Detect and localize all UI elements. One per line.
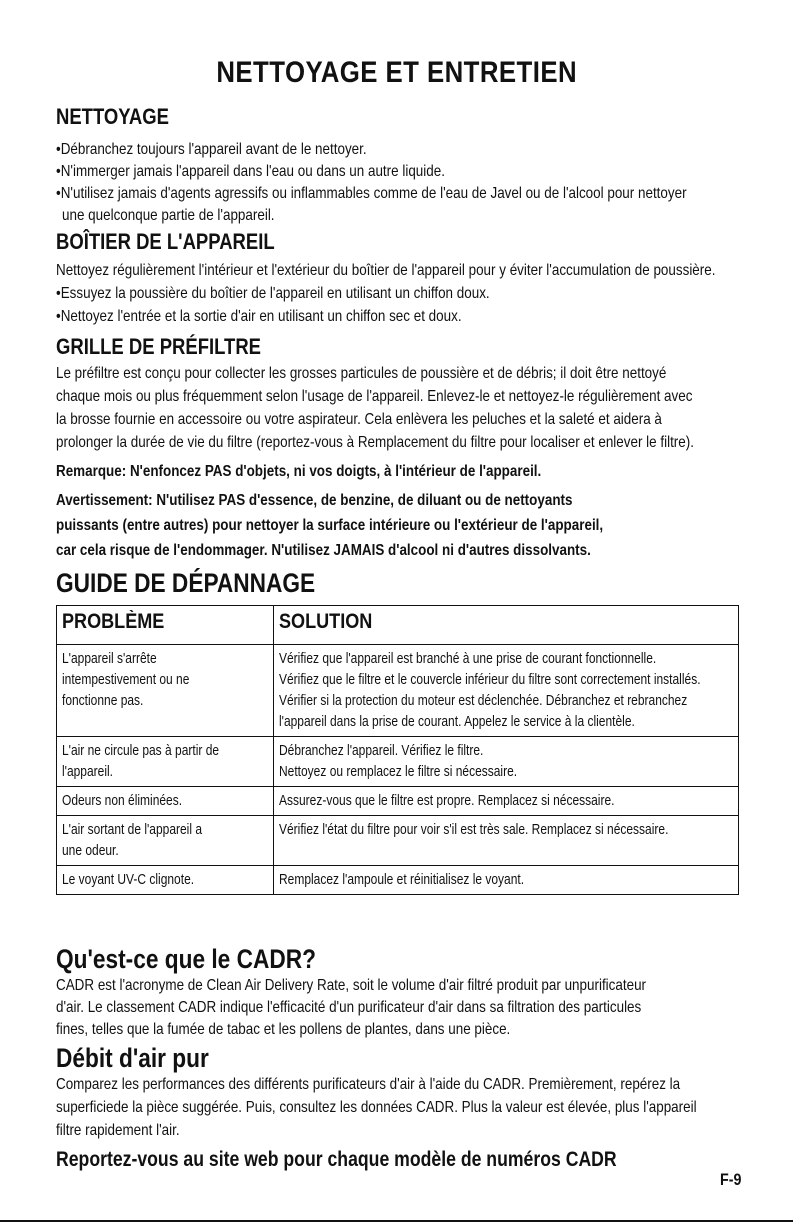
solution-cell bbox=[274, 866, 739, 895]
nettoyage-item-2: • N'immerger jamais l'appareil dans l'eau ou dans un autre liquide. bbox=[56, 162, 445, 181]
heading-grille: GRILLE DE PRÉFILTRE bbox=[56, 334, 261, 359]
table-row bbox=[57, 737, 739, 787]
heading-guide: GUIDE DE DÉPANNAGE bbox=[56, 568, 316, 598]
nettoyage-item-1: • Débranchez toujours l'appareil avant de le nettoyer. bbox=[56, 140, 367, 159]
avertissement-line-3: car cela risque de l'endommager. N'utilisez JAMAIS d'alcool ni d'autres dissolvants. bbox=[56, 542, 591, 559]
cadr-line-3: fines, telles que la fumée de tabac et les pollens de plantes, dans une pièce. bbox=[56, 1021, 511, 1038]
cell-text: Le voyant UV-C clignote. bbox=[62, 871, 195, 888]
cell-text: L'air ne circule pas à partir de bbox=[62, 742, 220, 759]
cell-text: Nettoyez ou remplacez le filtre si nécessaire. bbox=[279, 763, 518, 780]
table-row bbox=[57, 787, 739, 816]
bottom-rule bbox=[0, 1220, 793, 1222]
cell-text: une odeur. bbox=[62, 842, 119, 859]
cell-text: Assurez-vous que le filtre est propre. Remplacez si nécessaire. bbox=[279, 792, 615, 809]
remarque-note: Remarque: N'enfoncez PAS d'objets, ni vos doigts, à l'intérieur de l'appareil. bbox=[56, 463, 542, 480]
solution-cell bbox=[274, 816, 739, 866]
nettoyage-item-3-cont: une quelconque partie de l'appareil. bbox=[62, 207, 275, 224]
table-row bbox=[57, 866, 739, 895]
cell-text: Vérifiez que le filtre et le couvercle inférieur du filtre sont correctement installés. bbox=[279, 671, 701, 688]
cell-text: Vérifier si la protection du moteur est déclenchée. Débranchez et rebranchez bbox=[279, 692, 688, 709]
cell-text: Vérifiez l'état du filtre pour voir s'il est très sale. Remplacez si nécessaire. bbox=[279, 821, 669, 838]
page-title: NETTOYAGE ET ENTRETIEN bbox=[216, 56, 577, 89]
problem-cell bbox=[57, 866, 274, 895]
grille-line-1: Le préfiltre est conçu pour collecter les grosses particules de poussière et de débris; il doit être nettoyé bbox=[56, 365, 667, 382]
boitier-intro: Nettoyez régulièrement l'intérieur et l'extérieur du boîtier de l'appareil pour y éviter l'accumulation de poussière. bbox=[56, 262, 716, 279]
cell-text: L'appareil s'arrête bbox=[62, 650, 157, 667]
boitier-item-2: • Nettoyez l'entrée et la sortie d'air en utilisant un chiffon sec et doux. bbox=[56, 307, 462, 326]
cell-text: l'appareil. bbox=[62, 763, 113, 780]
table-header-row bbox=[57, 606, 739, 645]
cell-text: fonctionne pas. bbox=[62, 692, 144, 709]
debit-line-1: Comparez les performances des différents purificateurs d'air à l'aide du CADR. Premièrement, repérez la bbox=[56, 1076, 681, 1093]
problem-cell bbox=[57, 816, 274, 866]
solution-cell bbox=[274, 787, 739, 816]
grille-line-2: chaque mois ou plus fréquemment selon l'usage de l'appareil. Enlevez-le et nettoyez-le régulièrement avec bbox=[56, 388, 693, 405]
heading-cadr: Qu'est-ce que le CADR? bbox=[56, 944, 316, 974]
cadr-line-1: CADR est l'acronyme de Clean Air Delivery Rate, soit le volume d'air filtré produit par unpurificateur bbox=[56, 977, 647, 994]
debit-line-3: filtre rapidement l'air. bbox=[56, 1122, 180, 1139]
cell-text: intempestivement ou ne bbox=[62, 671, 190, 688]
cadr-website-note: Reportez-vous au site web pour chaque modèle de numéros CADR bbox=[56, 1148, 617, 1171]
heading-boitier: BOÎTIER DE L'APPAREIL bbox=[56, 229, 275, 254]
cell-text: l'appareil dans la prise de courant. Appelez le service à la clientèle. bbox=[279, 713, 635, 730]
problem-cell bbox=[57, 787, 274, 816]
cell-text: L'air sortant de l'appareil a bbox=[62, 821, 202, 838]
grille-line-3: la brosse fournie en accessoire ou votre aspirateur. Cela enlèvera les peluches et la saleté et aidera à bbox=[56, 411, 662, 428]
nettoyage-item-3: • N'utilisez jamais d'agents agressifs ou inflammables comme de l'eau de Javel ou de l'alcool pour nettoyer bbox=[56, 184, 687, 203]
debit-line-2: superficiede la pièce suggérée. Puis, consultez les données CADR. Plus la valeur est élevée, plus l'appareil bbox=[56, 1099, 697, 1116]
avertissement-line-1: Avertissement: N'utilisez PAS d'essence, de benzine, de diluant ou de nettoyants bbox=[56, 492, 573, 509]
col-header-problem: PROBLÈME bbox=[57, 606, 274, 645]
avertissement-line-2: puissants (entre autres) pour nettoyer la surface intérieure ou l'extérieur de l'appareil, bbox=[56, 517, 604, 534]
col-header-solution: SOLUTION bbox=[274, 606, 739, 645]
solution-cell bbox=[274, 737, 739, 787]
heading-debit: Débit d'air pur bbox=[56, 1043, 209, 1073]
grille-line-4: prolonger la durée de vie du filtre (reportez-vous à Remplacement du filtre pour localiser et enlever le filtre). bbox=[56, 434, 694, 451]
solution-cell bbox=[274, 645, 739, 737]
page-number: F-9 bbox=[720, 1170, 742, 1189]
boitier-item-1: • Essuyez la poussière du boîtier de l'appareil en utilisant un chiffon doux. bbox=[56, 284, 490, 303]
problem-cell bbox=[57, 737, 274, 787]
cadr-line-2: d'air. Le classement CADR indique l'efficacité d'un purificateur d'air dans sa filtration des particules bbox=[56, 999, 642, 1016]
table-row bbox=[57, 816, 739, 866]
cell-text: Débranchez l'appareil. Vérifiez le filtre. bbox=[279, 742, 484, 759]
table-row bbox=[57, 645, 739, 737]
cell-text: Remplacez l'ampoule et réinitialisez le voyant. bbox=[279, 871, 525, 888]
problem-cell bbox=[57, 645, 274, 737]
cell-text: Vérifiez que l'appareil est branché à une prise de courant fonctionnelle. bbox=[279, 650, 657, 667]
heading-nettoyage: NETTOYAGE bbox=[56, 104, 169, 129]
cell-text: Odeurs non éliminées. bbox=[62, 792, 183, 809]
troubleshooting-table bbox=[56, 605, 739, 895]
